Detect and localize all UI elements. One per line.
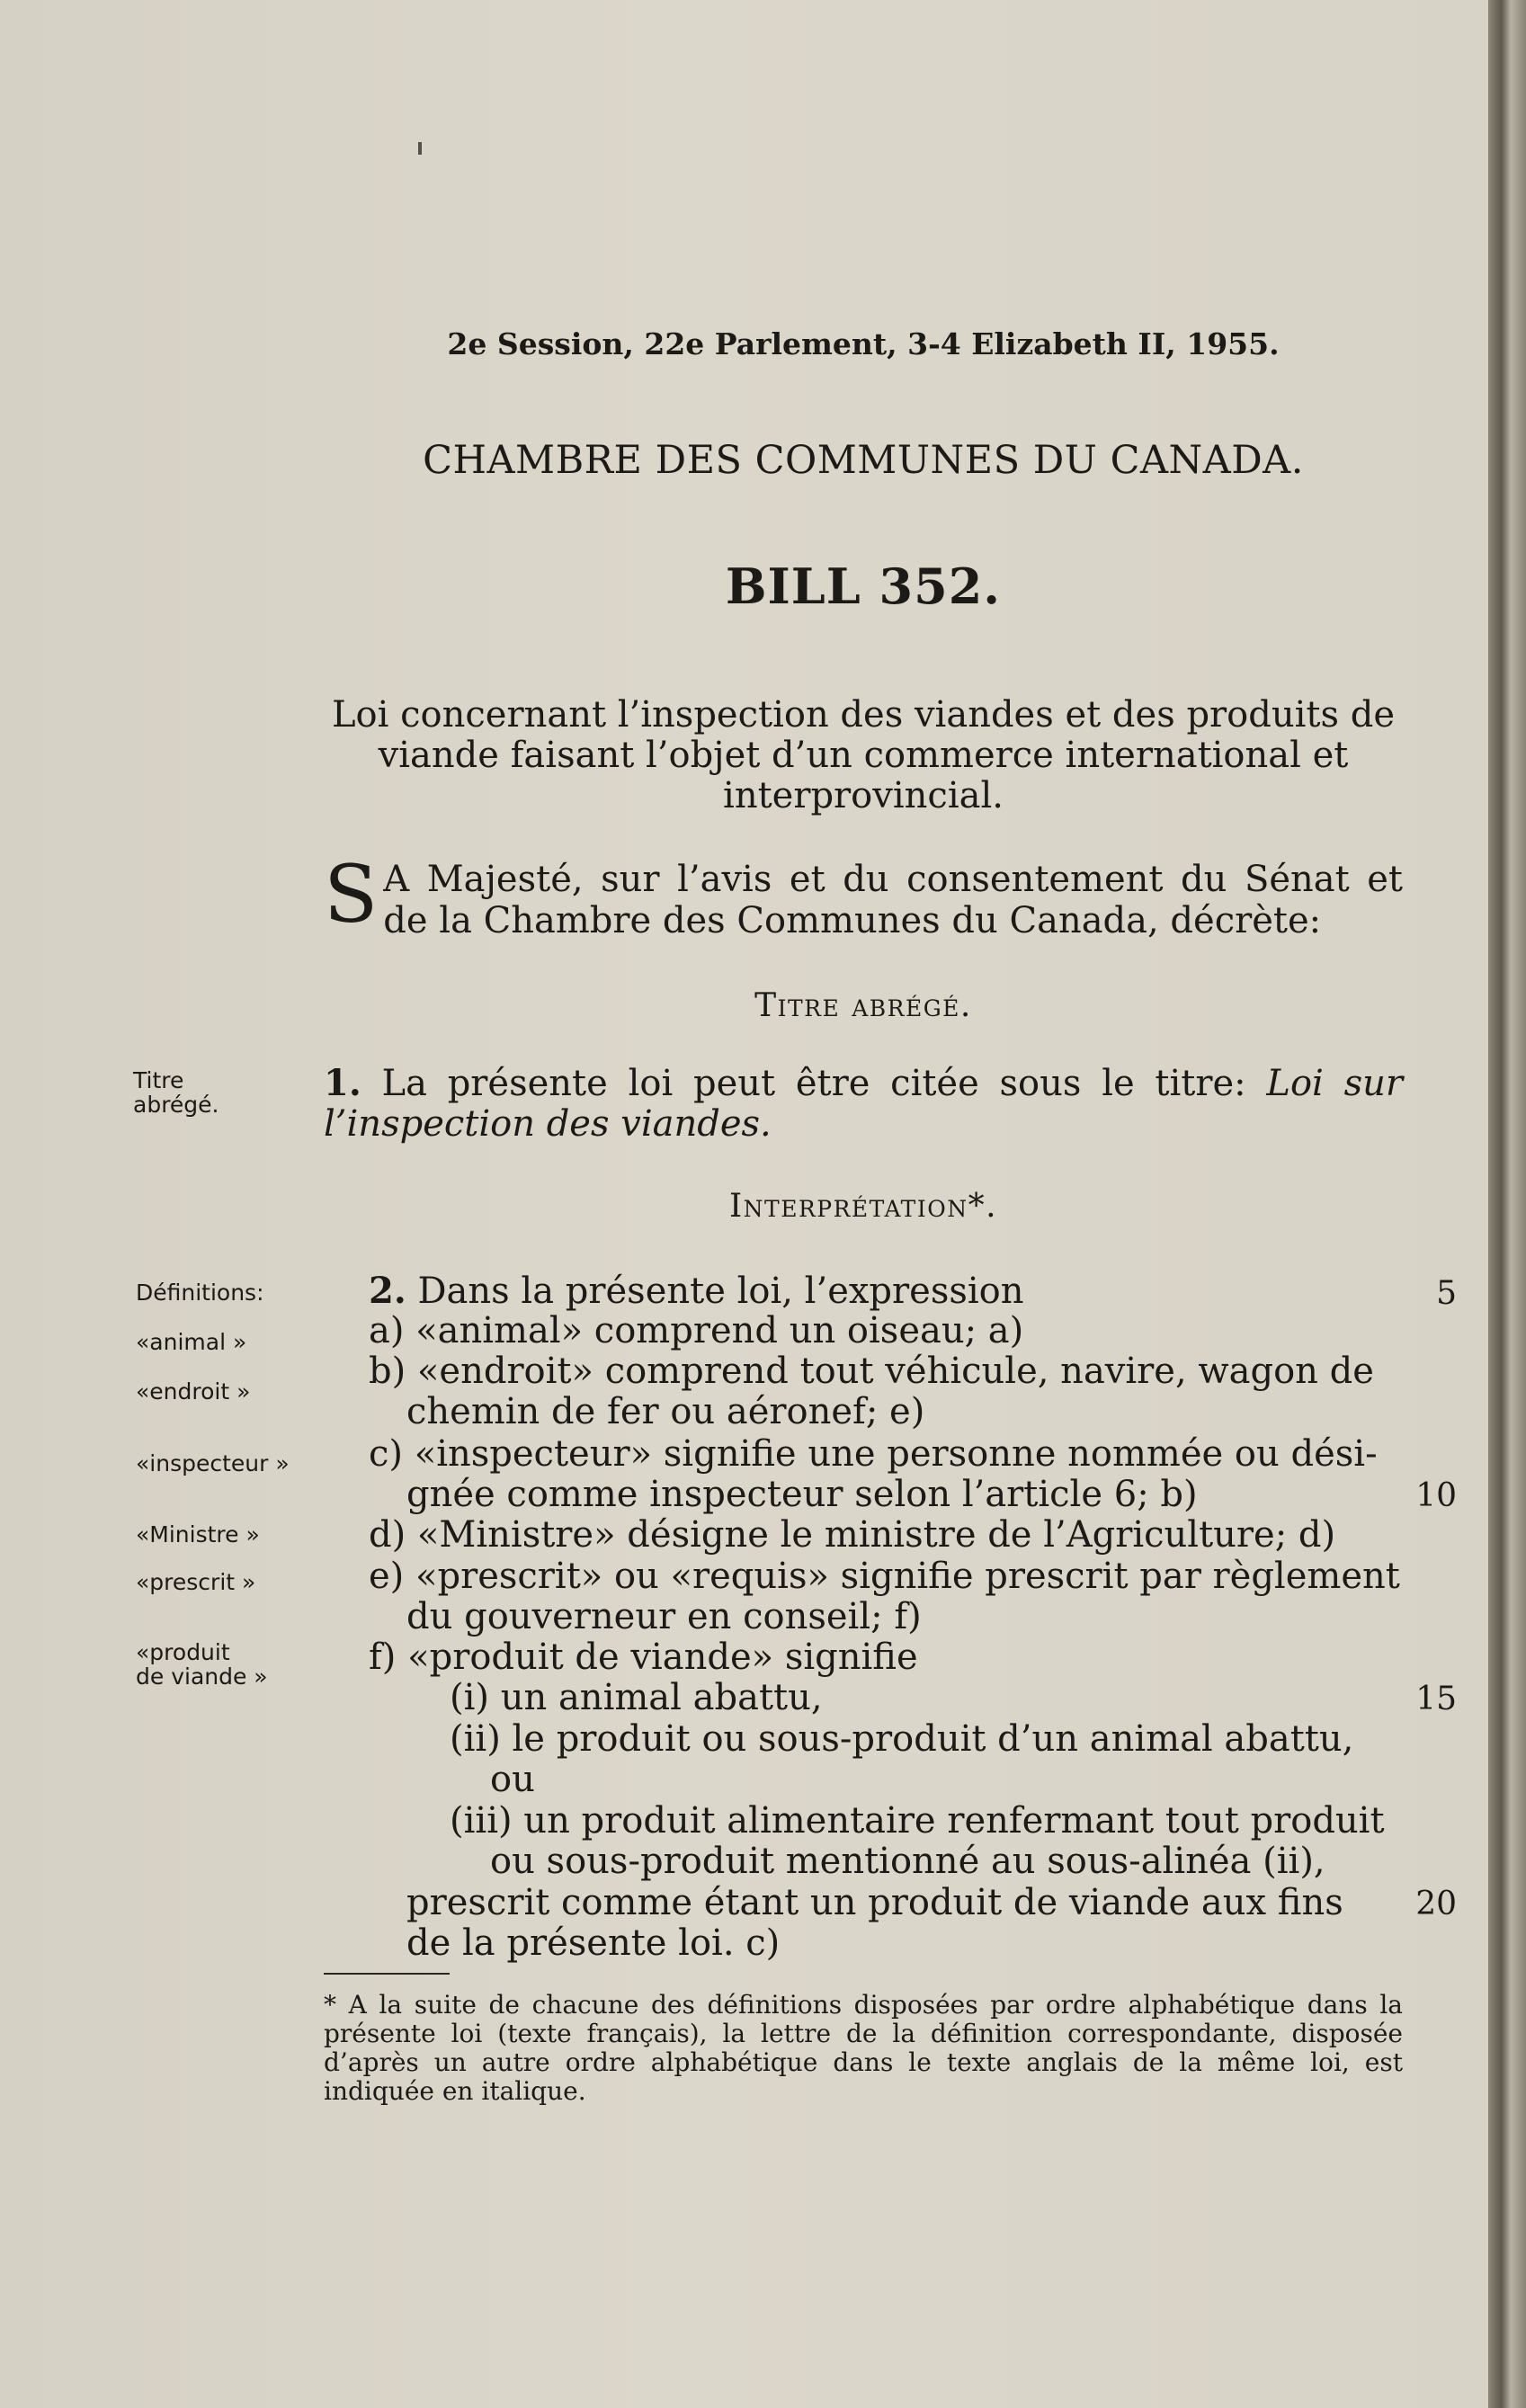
subitem-iii-cont: ou sous-produit mentionné au sous-alinéa (ii), — [490, 1841, 1325, 1882]
subitem-ii: (ii) le produit ou sous-produit d’un animal abattu, — [450, 1718, 1354, 1760]
line-number: 20 — [1415, 1886, 1457, 1922]
section-number: 1. — [324, 1062, 361, 1104]
margin-note-short-title: Titre abrégé. — [133, 1067, 219, 1118]
long-title: Loi concernant l’inspection des viandes et des produits de viande faisant l’objet d’un commerce international et interprovincial. — [331, 694, 1396, 816]
definition-c: c) «inspecteur» signifie une personne nommée ou dési- — [369, 1433, 1378, 1475]
enacting-clause — [324, 848, 1403, 941]
heading-short-title: Titre abrégé. — [754, 987, 972, 1024]
margin-note-ministre: «Ministre » — [136, 1521, 260, 1547]
enacting-text: A Majesté, sur l’avis et du consentement du Sénat et de la Chambre des Communes du Canada, décrète: — [383, 859, 1403, 941]
definition-e-cont: du gouverneur en conseil; f) — [406, 1596, 922, 1637]
line-number: 15 — [1415, 1681, 1457, 1717]
definition-b: b) «endroit» comprend tout véhicule, navire, wagon de — [369, 1351, 1374, 1392]
margin-note-animal: «animal » — [136, 1329, 247, 1355]
short-title-italic: Loi sur l’inspection des viandes. — [324, 1063, 1404, 1145]
definition-e: e) «prescrit» ou «requis» signifie prescrit par règlement — [369, 1556, 1400, 1597]
margin-note-endroit: «endroit » — [136, 1378, 251, 1405]
margin-note-prescrit: «prescrit » — [136, 1569, 256, 1595]
margin-note-definitions: Définitions: — [136, 1280, 264, 1306]
definition-f: f) «produit de viande» signifie — [369, 1637, 918, 1678]
subitem-iii: (iii) un produit alimentaire renfermant tout produit — [450, 1800, 1385, 1842]
line-number: 10 — [1415, 1477, 1457, 1514]
subitem-i: (i) un animal abattu, — [450, 1677, 823, 1718]
page-binding-edge — [1488, 0, 1526, 2408]
drop-cap: S — [324, 848, 379, 941]
definition-d: d) «Ministre» désigne le ministre de l’Agriculture; d) — [369, 1514, 1336, 1556]
print-mark — [418, 142, 422, 155]
definition-a: a) «animal» comprend un oiseau; a) — [369, 1310, 1024, 1351]
margin-note-produit: «produit de viande » — [136, 1639, 268, 1690]
definition-f-end: de la présente loi. c) — [406, 1922, 781, 1964]
footnote: * A la suite de chacune des définitions disposées par ordre alphabétique dans la présente loi (texte français), la lettre de la définition correspondante, disposée d’après un autre ordre alphabétique dans le texte anglais de la même loi, est indiquée en italique. — [324, 1990, 1403, 2106]
section-2-intro: 2. Dans la présente loi, l’expression — [369, 1270, 1024, 1312]
house-title: CHAMBRE DES COMMUNES DU CANADA. — [423, 438, 1304, 483]
section-number: 2. — [369, 1270, 406, 1312]
line-number: 5 — [1436, 1275, 1457, 1312]
section-1 — [324, 1063, 1403, 1145]
definition-f-tail: prescrit comme étant un produit de viande aux fins — [406, 1882, 1343, 1923]
definition-c-cont: gnée comme inspecteur selon l’article 6; b) — [406, 1474, 1198, 1515]
subitem-ii-cont: ou — [490, 1759, 535, 1800]
section-1-text: La présente loi peut être citée sous le titre: — [381, 1063, 1246, 1104]
footnote-rule — [324, 1973, 450, 1975]
heading-interpretation: Interprétation*. — [728, 1188, 998, 1225]
bill-number: BILL 352. — [725, 557, 1002, 615]
margin-note-inspecteur: «inspecteur » — [136, 1450, 290, 1476]
session-line: 2e Session, 22e Parlement, 3-4 Elizabeth II, 1955. — [447, 326, 1280, 361]
definition-b-cont: chemin de fer ou aéronef; e) — [406, 1391, 925, 1432]
